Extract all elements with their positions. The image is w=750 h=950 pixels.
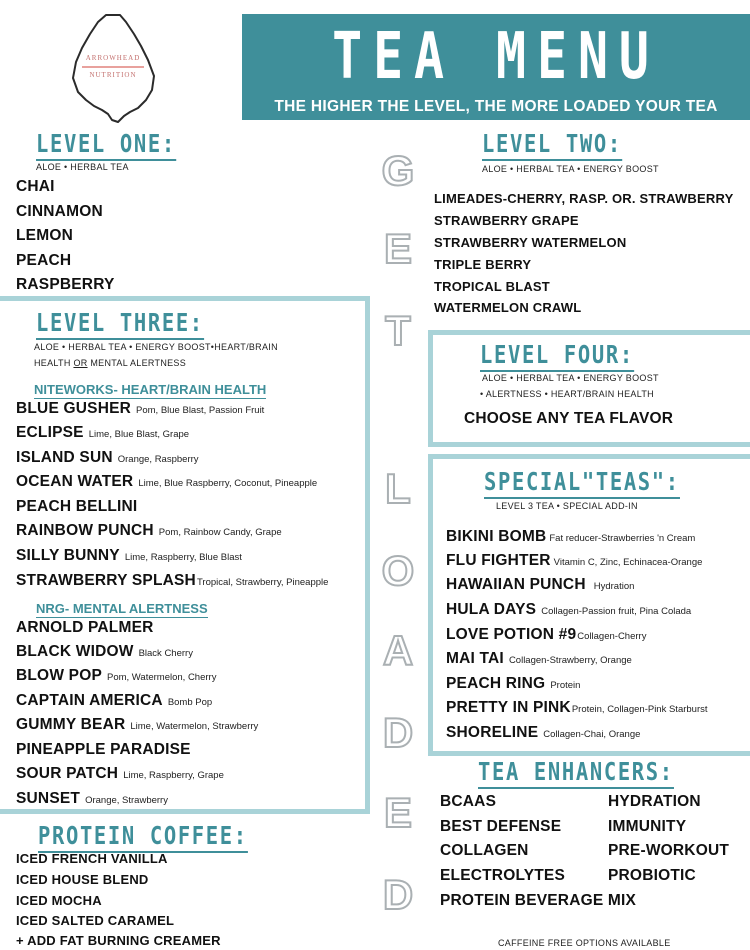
level-two-item: STRAWBERRY WATERMELON (434, 235, 627, 250)
item-desc: Bomb Pop (167, 697, 213, 708)
item-name: SHORELINE (446, 724, 539, 741)
item-desc: Pom, Blue Blast, Passion Fruit (136, 405, 265, 416)
special-item (446, 528, 695, 546)
special-item (446, 650, 632, 668)
nrg-item (16, 692, 212, 710)
level-one-heading: LEVEL ONE: (36, 130, 176, 161)
level-one-item: PEACH (16, 252, 72, 269)
level-four-subtitle-2: • ALERTNESS • HEART/BRAIN HEALTH (480, 389, 654, 399)
vertical-letter: D (382, 709, 414, 756)
subtitle-or: OR (73, 358, 88, 368)
nrg-item (16, 643, 193, 661)
protein-coffee-item: ICED HOUSE BLEND (16, 872, 149, 887)
item-name: PRETTY IN PINK (446, 699, 571, 716)
item-name: CAPTAIN AMERICA (16, 692, 163, 709)
item-desc: Lime, Watermelon, Strawberry (130, 721, 259, 732)
nrg-item (16, 765, 224, 783)
subtitle-text: MENTAL ALERTNESS (87, 358, 187, 368)
header-banner (242, 14, 750, 120)
item-name: BIKINI BOMB (446, 528, 547, 545)
vertical-letter: O (381, 547, 415, 594)
special-teas-subtitle: LEVEL 3 TEA • SPECIAL ADD-IN (496, 501, 638, 511)
page-subtitle: THE HIGHER THE LEVEL, THE MORE LOADED YOUR TEA (274, 98, 718, 115)
protein-coffee-heading: PROTEIN COFFEE: (38, 822, 248, 853)
niteworks-item (16, 400, 264, 418)
item-desc: Vitamin C, Zinc, Echinacea-Orange (553, 557, 703, 568)
logo-bottom-text: NUTRITION (89, 71, 137, 79)
logo-top-text: ARROWHEAD (85, 54, 141, 62)
enhancer-item: BCAAS (440, 793, 497, 810)
item-name: PEACH RING (446, 675, 546, 692)
item-desc: Hydration (593, 581, 635, 592)
vertical-letter: G (381, 147, 415, 194)
arrowhead-shape-icon (68, 12, 158, 124)
level-two-heading: LEVEL TWO: (482, 130, 622, 161)
level-one-subtitle: ALOE • HERBAL TEA (36, 162, 129, 172)
level-one-item: CHAI (16, 178, 55, 195)
item-desc: Fat reducer-Strawberries 'n Cream (549, 533, 696, 544)
vertical-letter: E (383, 225, 412, 272)
item-desc: Collagen-Chai, Orange (543, 729, 641, 740)
item-name: ISLAND SUN (16, 449, 113, 466)
item-name: BLACK WIDOW (16, 643, 134, 660)
enhancer-item: PROTEIN BEVERAGE MIX (440, 892, 637, 909)
tea-enhancers-heading: TEA ENHANCERS: (478, 758, 674, 789)
item-name: SILLY BUNNY (16, 547, 120, 564)
vertical-letter: L (385, 465, 411, 512)
level-four-subtitle-1: ALOE • HERBAL TEA • ENERGY BOOST (482, 373, 659, 383)
item-name: PINEAPPLE PARADISE (16, 741, 191, 758)
item-desc: Pom, Rainbow Candy, Grape (158, 527, 282, 538)
special-item (446, 675, 580, 693)
arrowhead-logo (68, 12, 158, 124)
protein-coffee-item: + ADD FAT BURNING CREAMER (16, 933, 221, 948)
level-two-subtitle: ALOE • HERBAL TEA • ENERGY BOOST (482, 164, 659, 174)
level-two-item: LIMEADES-CHERRY, RASP. OR. STRAWBERRY (434, 191, 734, 206)
enhancer-item: PRE-WORKOUT (608, 842, 730, 859)
item-name: OCEAN WATER (16, 473, 134, 490)
enhancer-item: ELECTROLYTES (440, 867, 565, 884)
level-four-heading: LEVEL FOUR: (480, 341, 634, 372)
item-desc: Lime, Raspberry, Grape (123, 770, 224, 781)
special-item (446, 724, 640, 742)
item-name: MAI TAI (446, 650, 504, 667)
enhancer-item: IMMUNITY (608, 818, 687, 835)
niteworks-item (16, 473, 317, 491)
level-three-subtitle-1: ALOE • HERBAL TEA • ENERGY BOOST•HEART/BRAIN (34, 342, 278, 352)
nrg-group-title: NRG- MENTAL ALERTNESS (36, 601, 208, 616)
nrg-item (16, 619, 154, 637)
subtitle-text: HEALTH (34, 358, 74, 368)
item-name: BLOW POP (16, 667, 102, 684)
vertical-letter: T (385, 307, 411, 354)
level-two-item: TROPICAL BLAST (434, 279, 550, 294)
item-name: ARNOLD PALMER (16, 619, 154, 636)
item-name: ECLIPSE (16, 424, 84, 441)
item-desc: Lime, Raspberry, Blue Blast (124, 552, 242, 563)
level-one-item: RASPBERRY (16, 276, 115, 293)
item-desc: Orange, Raspberry (117, 454, 199, 465)
vertical-letter: E (383, 789, 412, 836)
item-name: STRAWBERRY SPLASH (16, 572, 196, 589)
enhancer-item: COLLAGEN (440, 842, 529, 859)
item-desc: Lime, Blue Raspberry, Coconut, Pineapple (138, 478, 318, 489)
protein-coffee-item: ICED MOCHA (16, 893, 102, 908)
niteworks-item (16, 424, 189, 442)
level-two-item: STRAWBERRY GRAPE (434, 213, 579, 228)
page-title: TEA MENU (332, 20, 660, 94)
enhancer-item: BEST DEFENSE (440, 818, 562, 835)
protein-coffee-item: ICED SALTED CARAMEL (16, 913, 175, 928)
niteworks-item (16, 449, 199, 467)
level-one-item: CINNAMON (16, 203, 103, 220)
item-name: HAWAIIAN PUNCH (446, 576, 586, 593)
item-name: HULA DAYS (446, 601, 537, 618)
item-desc: Collagen-Passion fruit, Pina Colada (541, 606, 692, 617)
item-desc: Collagen-Cherry (577, 631, 647, 642)
item-desc: Tropical, Strawberry, Pineapple (196, 577, 329, 588)
niteworks-item (16, 572, 328, 590)
vertical-letter: D (382, 871, 414, 918)
niteworks-item (16, 547, 242, 565)
enhancer-item: HYDRATION (608, 793, 701, 810)
vertical-letter: A (382, 627, 414, 674)
item-name: SUNSET (16, 790, 81, 807)
item-name: GUMMY BEAR (16, 716, 126, 733)
nrg-item (16, 667, 216, 685)
niteworks-item (16, 522, 282, 540)
nrg-item (16, 716, 258, 734)
item-name: SOUR PATCH (16, 765, 119, 782)
special-item (446, 699, 708, 717)
item-desc: Collagen-Strawberry, Orange (508, 655, 632, 666)
item-desc: Lime, Blue Blast, Grape (88, 429, 190, 440)
level-three-heading: LEVEL THREE: (36, 309, 204, 340)
special-item (446, 576, 634, 594)
level-one-item: LEMON (16, 227, 73, 244)
level-two-item: WATERMELON CRAWL (434, 300, 582, 315)
item-desc: Protein (550, 680, 581, 691)
special-item (446, 601, 691, 619)
nrg-item (16, 790, 168, 808)
logo-divider (82, 66, 144, 68)
niteworks-item (16, 498, 137, 516)
item-desc: Orange, Strawberry (85, 795, 168, 806)
item-desc: Pom, Watermelon, Cherry (107, 672, 217, 683)
item-name: FLU FIGHTER (446, 552, 551, 569)
special-item (446, 552, 702, 570)
item-name: LOVE POTION #9 (446, 626, 577, 643)
nrg-item (16, 741, 191, 759)
niteworks-group-title: NITEWORKS- HEART/BRAIN HEALTH (34, 382, 267, 397)
item-name: BLUE GUSHER (16, 400, 132, 417)
protein-coffee-item: ICED FRENCH VANILLA (16, 851, 168, 866)
special-item (446, 626, 646, 644)
enhancer-item: PROBIOTIC (608, 867, 696, 884)
caffeine-free-note: CAFFEINE FREE OPTIONS AVAILABLE (498, 938, 671, 948)
item-name: PEACH BELLINI (16, 498, 138, 515)
item-desc: Black Cherry (138, 648, 193, 659)
item-name: RAINBOW PUNCH (16, 522, 154, 539)
special-teas-heading: SPECIAL"TEAS": (484, 468, 680, 499)
level-three-subtitle-2 (34, 358, 186, 368)
item-desc: Protein, Collagen-Pink Starburst (571, 704, 708, 715)
level-four-cta: CHOOSE ANY TEA FLAVOR (464, 410, 674, 427)
level-two-item: TRIPLE BERRY (434, 257, 532, 272)
